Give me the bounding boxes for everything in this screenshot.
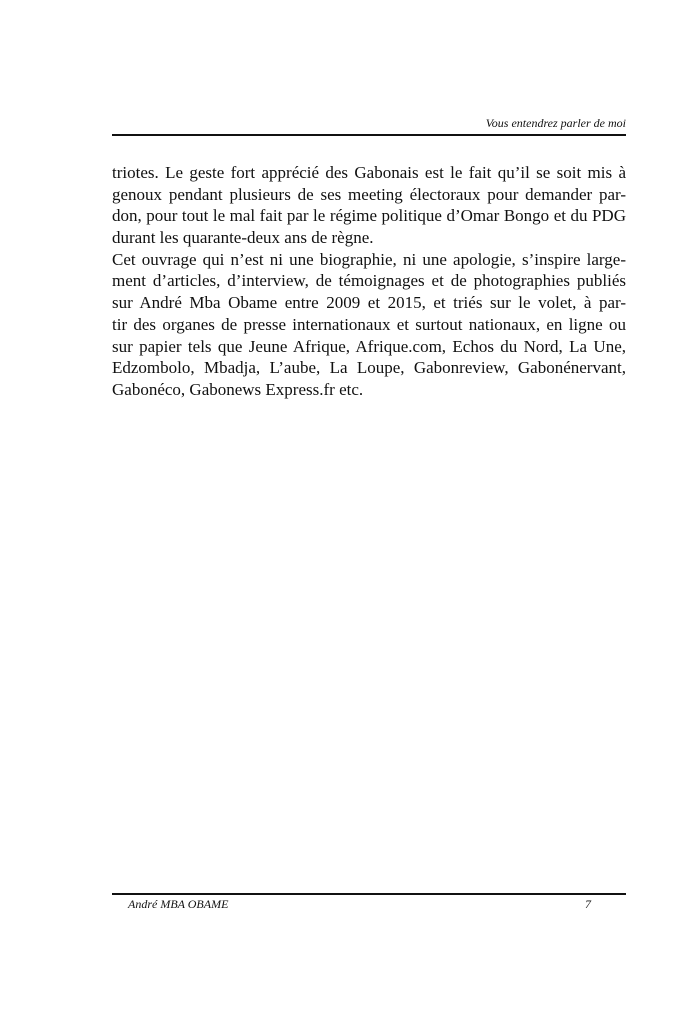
text-line: ment d’articles, d’interview, de témoignages et de photographies publiés — [112, 271, 626, 291]
running-header-title: Vous entendrez parler de moi — [485, 116, 626, 130]
footer-rule — [112, 893, 626, 895]
text-line: durant les quarante-deux ans de règne. — [112, 228, 374, 248]
header-rule — [112, 134, 626, 136]
body-text — [112, 162, 626, 401]
page-number: 7 — [585, 897, 591, 911]
footer-author: André MBA OBAME — [128, 897, 229, 911]
text-line: Gabonéco, Gabonews Express.fr etc. — [112, 379, 364, 399]
text-line: sur André Mba Obame entre 2009 et 2015, et triés sur le volet, à par- — [112, 293, 626, 313]
text-line: genoux pendant plusieurs de ses meeting électoraux pour demander par- — [112, 184, 626, 204]
text-line: Cet ouvrage qui n’est ni une biographie, ni une apologie, s’inspire large- — [112, 249, 626, 269]
text-line: triotes. Le geste fort apprécié des Gabonais est le fait qu’il se soit mis à — [112, 163, 626, 182]
text-line: Edzombolo, Mbadja, L’aube, La Loupe, Gabonreview, Gabonénervant, — [112, 358, 626, 378]
text-line: tir des organes de presse internationaux et surtout nationaux, en ligne ou — [112, 314, 626, 334]
text-line: sur papier tels que Jeune Afrique, Afrique.com, Echos du Nord, La Une, — [112, 336, 626, 356]
text-line: don, pour tout le mal fait par le régime politique d’Omar Bongo et du PDG — [112, 206, 626, 226]
